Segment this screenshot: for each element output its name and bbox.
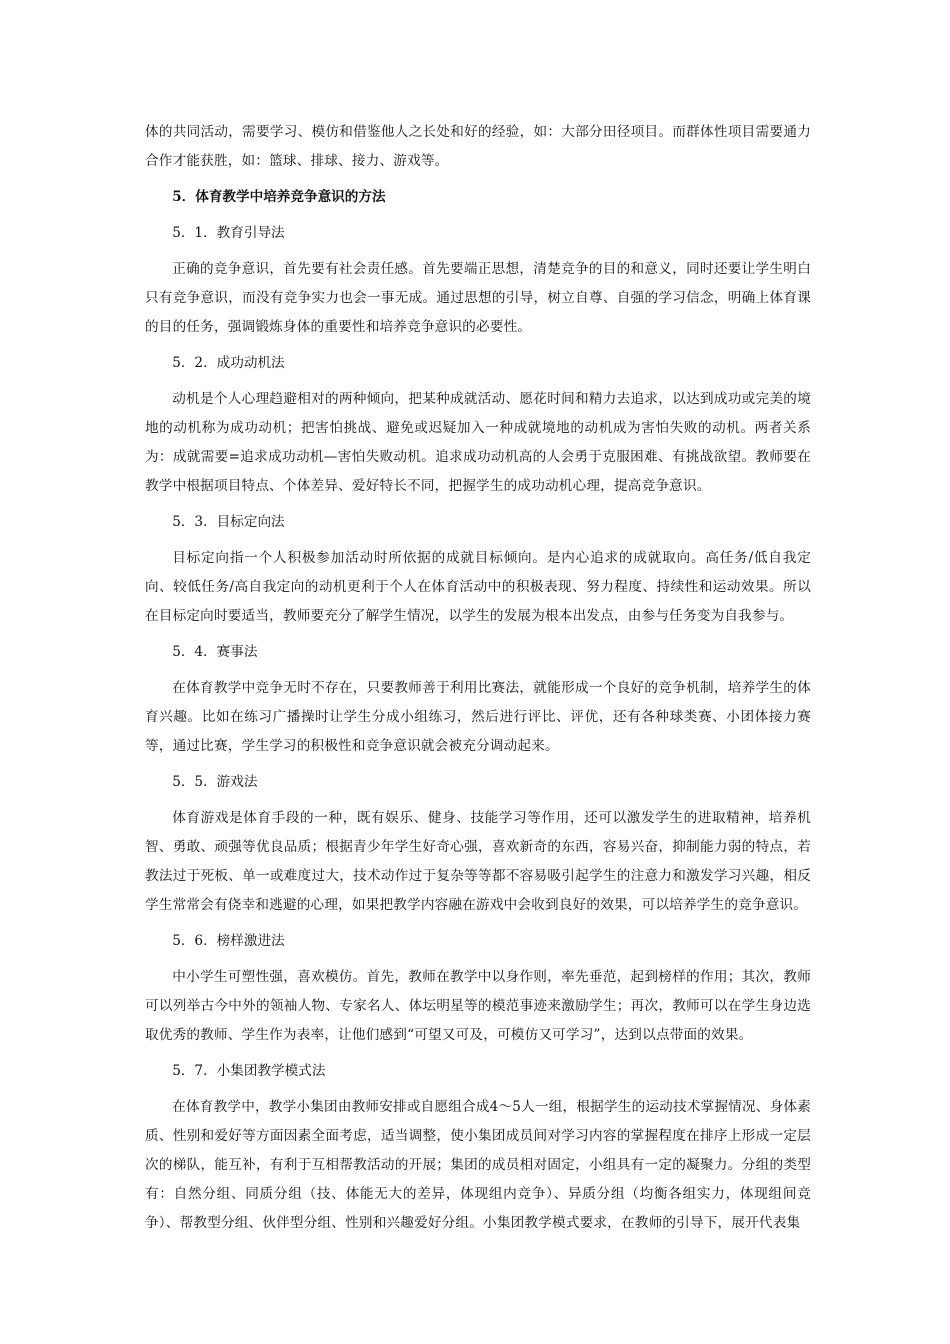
subsection-title-5-5: 5．5．游戏法: [172, 774, 258, 790]
subsection-body-5-2: 动机是个人心理趋避相对的两种倾向，把某种成就活动、愿花时间和精力去追求，以达到成功或完美的境地的动机称为成功动机；把害怕挑战、避免或迟疑加入一种成就境地的动机成为害怕失败的动机。两者关系为：成就需要=追求成功动机—害怕失败动机。追求成功动机高的人会勇于克服困难、有挑战欲望。教师要在教学中根据项目特点、个体差异、爱好特长不同，把握学生的成功动机心理，提高竞争意识。: [145, 391, 811, 494]
subsection-body-5-6: 中小学生可塑性强，喜欢模仿。首先，教师在教学中以身作则，率先垂范，起到榜样的作用；其次，教师可以列举古今中外的领袖人物、专家名人、体坛明星等的模范事迹来激励学生；再次，教师可以在学生身边选取优秀的教师、学生作为表率，让他们感到“可望又可及，可模仿又可学习”，达到以点带面的效果。: [145, 969, 811, 1043]
subsection-title-5-6: 5．6．榜样激进法: [172, 933, 285, 949]
subsection-body-5-5: 体育游戏是体育手段的一种，既有娱乐、健身、技能学习等作用，还可以激发学生的进取精神，培养机智、勇敢、顽强等优良品质；根据青少年学生好奇心强，喜欢新奇的东西，容易兴奋，抑制能力弱的特点，若教法过于死板、单一或难度过大，技术动作过于复杂等等都不容易吸引起学生的注意力和激发学习兴趣，相反学生常常会有侥幸和逃避的心理，如果把教学内容融在游戏中会收到良好的效果，可以培养学生的竞争意识。: [145, 810, 811, 913]
document-page: [145, 118, 811, 1245]
subsection-title-5-4: 5．4．赛事法: [172, 644, 258, 660]
intro-paragraph: 体的共同活动，需要学习、模仿和借鉴他人之长处和好的经验，如：大部分田径项目。而群体性项目需要通力合作才能获胜，如：篮球、排球、接力、游戏等。: [145, 124, 811, 169]
subsection-title-5-1: 5．1．教育引导法: [172, 225, 285, 241]
subsection-body-5-7: 在体育教学中，教学小集团由教师安排或自愿组合成4～5人一组，根据学生的运动技术掌握情况、身体素质、性别和爱好等方面因素全面考虑，适当调整，使小集团成员间对学习内容的掌握程度在排序上形成一定层次的梯队，能互补，有利于互相帮教活动的开展；集团的成员相对固定，小组具有一定的凝聚力。分组的类型有：自然分组、同质分组（技、体能无大的差异，体现组内竞争）、异质分组（均衡各组实力，体现组间竞争）、帮教型分组、伙伴型分组、性别和兴趣爱好分组。小集团教学模式要求，在教师的引导下，展开代表集: [145, 1099, 811, 1231]
subsection-body-5-1: 正确的竞争意识，首先要有社会责任感。首先要端正思想，清楚竞争的目的和意义，同时还要让学生明白只有竞争意识，而没有竞争实力也会一事无成。通过思想的引导，树立自尊、自强的学习信念，明确上体育课的目的任务，强调锻炼身体的重要性和培养竞争意识的必要性。: [145, 261, 811, 335]
subsection-body-5-3: 目标定向指一个人积极参加活动时所依据的成就目标倾向。是内心追求的成就取向。高任务/低自我定向、较低任务/高自我定向的动机更利于个人在体育活动中的积极表现、努力程度、持续性和运动效果。所以在目标定向时要适当，教师要充分了解学生情况，以学生的发展为根本出发点，由参与任务变为自我参与。: [145, 550, 811, 624]
subsection-body-5-4: 在体育教学中竞争无时不存在，只要教师善于利用比赛法，就能形成一个良好的竞争机制，培养学生的体育兴趣。比如在练习广播操时让学生分成小组练习，然后进行评比、评优，还有各种球类赛、小团体接力赛等，通过比赛，学生学习的积极性和竞争意识就会被充分调动起来。: [145, 680, 811, 754]
subsection-title-5-3: 5．3．目标定向法: [172, 514, 285, 530]
subsection-title-5-2: 5．2．成功动机法: [172, 355, 285, 371]
section-heading: 5．体育教学中培养竞争意识的方法: [172, 189, 386, 205]
subsection-title-5-7: 5．7．小集团教学模式法: [172, 1063, 326, 1079]
